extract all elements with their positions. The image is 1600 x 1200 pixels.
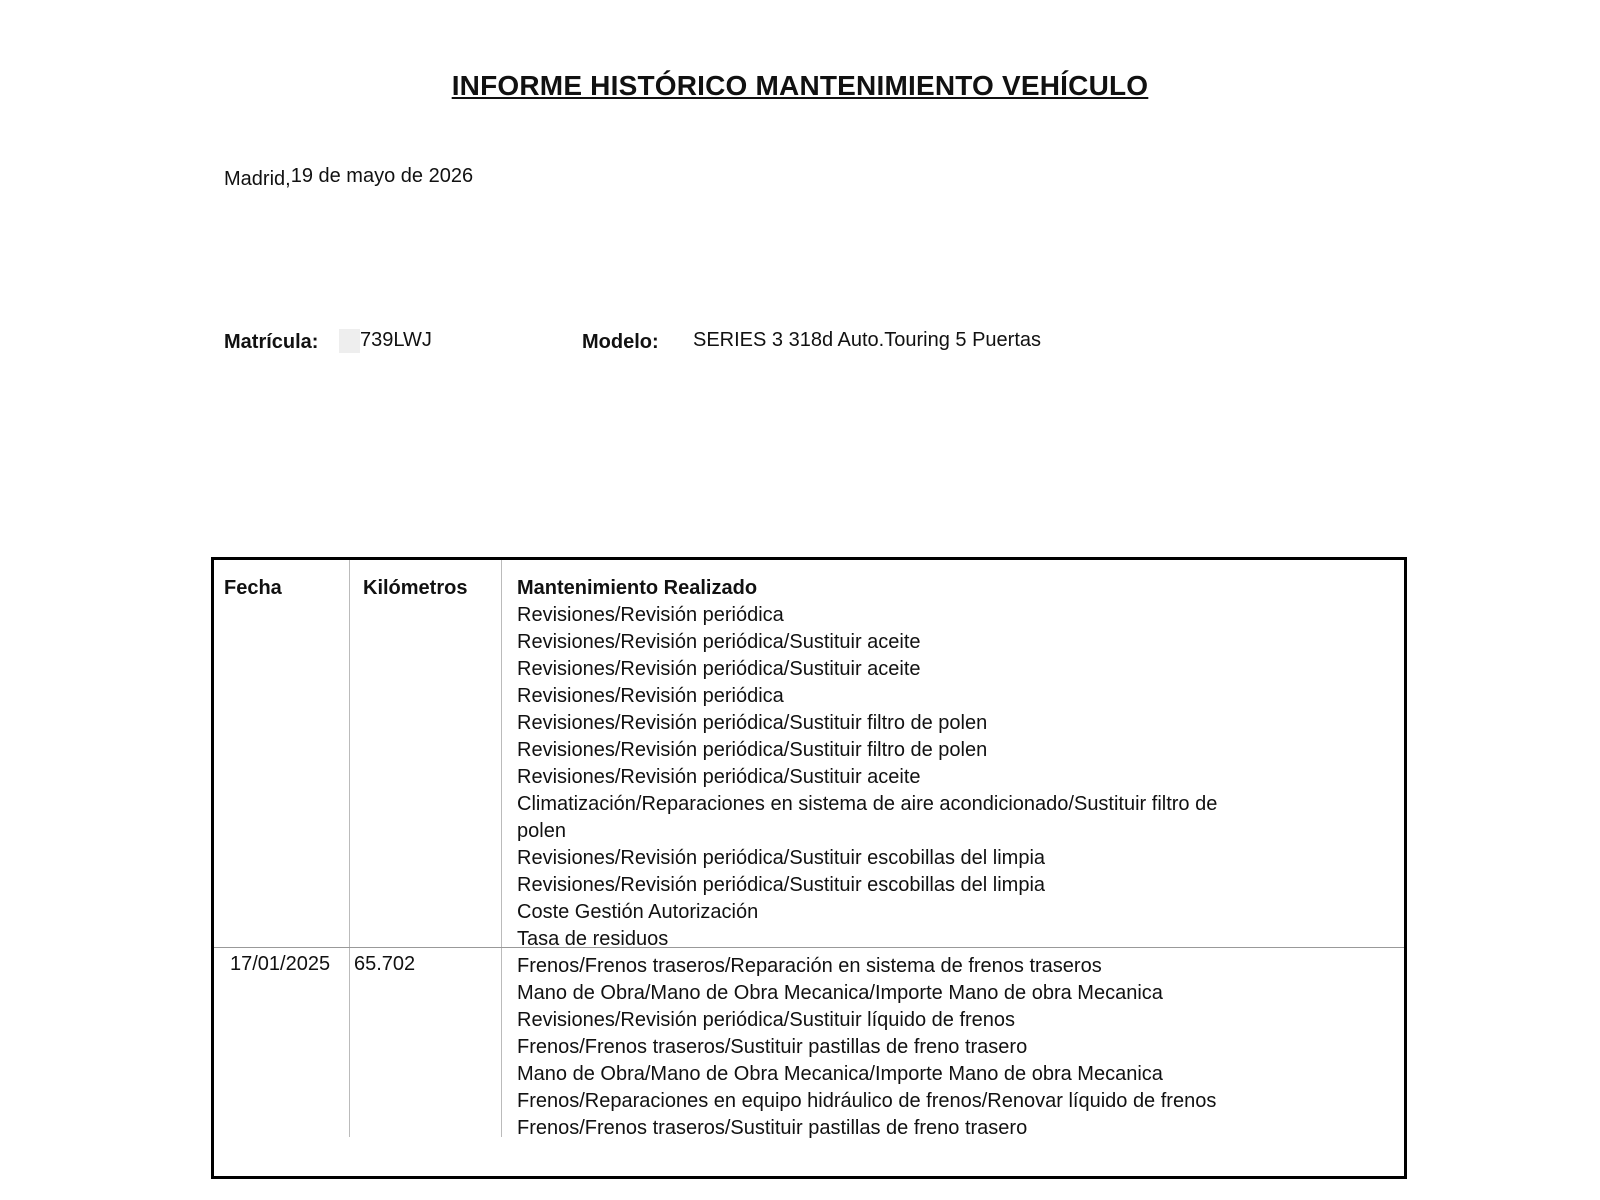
- work-line: Coste Gestión Autorización: [517, 901, 759, 923]
- work-line: Revisiones/Revisión periódica: [517, 685, 784, 707]
- report-title: INFORME HISTÓRICO MANTENIMIENTO VEHÍCULO: [451, 70, 1149, 101]
- block-2-km: 65.702: [354, 953, 416, 975]
- dateline-city: Madrid,: [224, 168, 291, 190]
- dateline-date: 19 de mayo de 2026: [290, 165, 474, 187]
- work-line: Revisiones/Revisión periódica/Sustituir escobillas del limpia: [517, 847, 1046, 869]
- plate-value: 739LWJ: [360, 329, 432, 351]
- work-line: Frenos/Frenos traseros/Sustituir pastillas de freno trasero: [517, 1036, 1028, 1058]
- work-line: polen: [517, 820, 566, 842]
- dateline: [224, 165, 473, 188]
- work-line: Revisiones/Revisión periódica/Sustituir líquido de frenos: [517, 1009, 1016, 1031]
- work-line: Revisiones/Revisión periódica/Sustituir aceite: [517, 766, 921, 788]
- block-2-work-list: [517, 953, 1216, 1142]
- column-divider-2: [501, 560, 502, 1137]
- block-2-date: 17/01/2025: [230, 953, 331, 975]
- work-line: Mano de Obra/Mano de Obra Mecanica/Importe Mano de obra Mecanica: [517, 1063, 1163, 1085]
- header-km: Kilómetros: [363, 577, 468, 599]
- work-line: Revisiones/Revisión periódica/Sustituir escobillas del limpia: [517, 874, 1046, 896]
- work-line: Revisiones/Revisión periódica: [517, 604, 784, 626]
- work-line: Tasa de residuos: [517, 928, 669, 950]
- model-value: SERIES 3 318d Auto.Touring 5 Puertas: [693, 329, 1041, 351]
- work-line: Mano de Obra/Mano de Obra Mecanica/Importe Mano de obra Mecanica: [517, 982, 1163, 1004]
- work-line: Revisiones/Revisión periódica/Sustituir filtro de polen: [517, 712, 988, 734]
- header-date: Fecha: [224, 577, 282, 599]
- work-line: Frenos/Reparaciones en equipo hidráulico de frenos/Renovar líquido de frenos: [517, 1090, 1217, 1112]
- plate-redaction: [339, 329, 360, 353]
- work-line: Frenos/Frenos traseros/Reparación en sistema de frenos traseros: [517, 955, 1102, 977]
- work-line: Revisiones/Revisión periódica/Sustituir aceite: [517, 631, 921, 653]
- maintenance-table: [211, 557, 1407, 1179]
- column-divider-1: [349, 560, 350, 1137]
- work-line: Frenos/Frenos traseros/Sustituir pastillas de freno trasero: [517, 1117, 1028, 1139]
- header-work: Mantenimiento Realizado: [517, 577, 758, 599]
- work-line: Revisiones/Revisión periódica/Sustituir filtro de polen: [517, 739, 988, 761]
- model-label: Modelo:: [582, 331, 659, 353]
- block-1-work-list: [517, 602, 1217, 953]
- plate-label: Matrícula:: [224, 331, 319, 353]
- work-line: Revisiones/Revisión periódica/Sustituir aceite: [517, 658, 921, 680]
- work-line: Climatización/Reparaciones en sistema de aire acondicionado/Sustituir filtro de: [517, 793, 1218, 815]
